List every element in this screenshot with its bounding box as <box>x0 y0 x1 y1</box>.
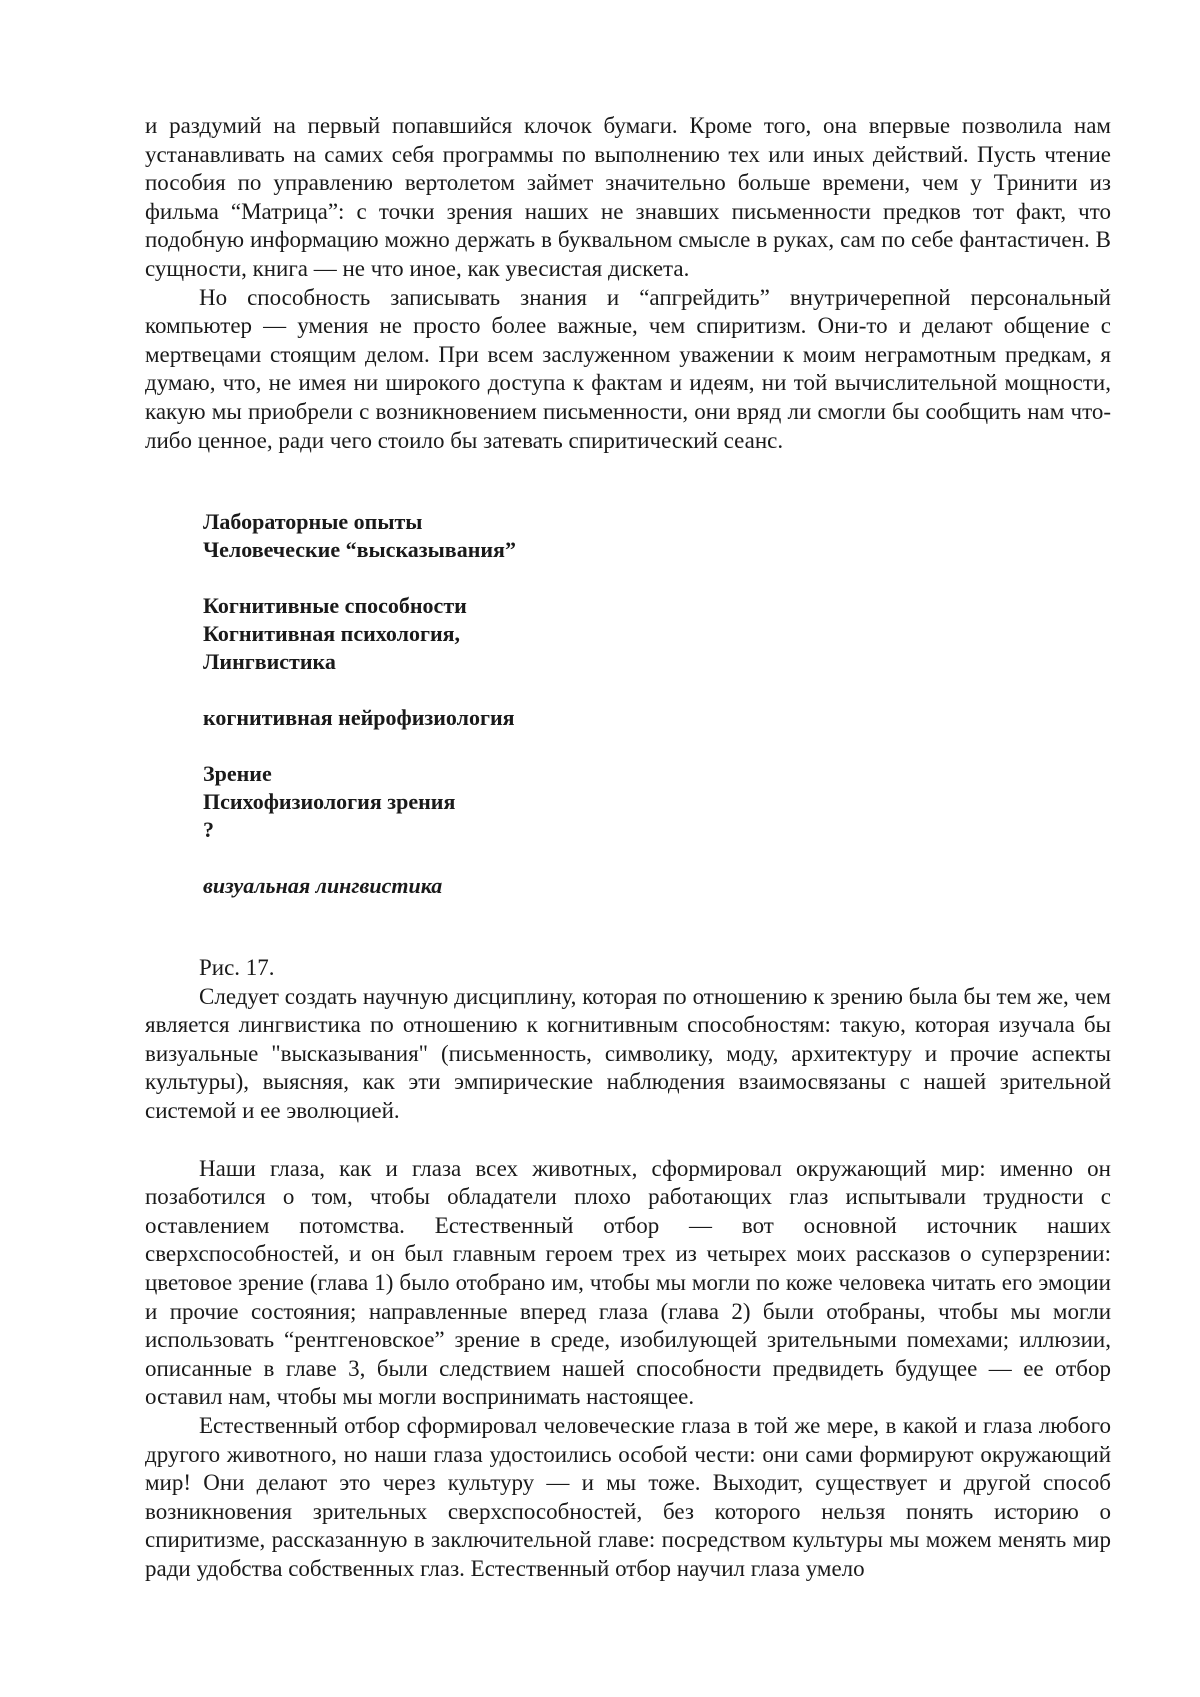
paragraph-visual-linguistics: Следует создать научную дисциплину, которая по отношению к зрению была бы тем же, чем является лингвистика по отношению к когнитивным способностям: такую, которая изучала бы визуальные "высказывания" (письменность, символику, моду, архитектуру и прочие аспекты культуры), выясняя, как эти эмпирические наблюдения взаимосвязаны с нашей зрительной системой и ее эволюцией. <box>145 983 1111 1123</box>
paragraph-culture: Естественный отбор сформировал человеческие глаза в той же мере, в какой и глаза любого другого животного, но наши глаза удостоились особой чести: они сами формируют окружающий мир! Они делают это через культуру — и мы тоже. Выходит, существует и другой способ возникновения зрительных сверхспособностей, без которого нельзя понять историю о спиритизме, рассказанную в заключительной главе: посредством культуры мы можем менять мир ради удобства собственных глаз. Естественный отбор научил глаза умело <box>145 1412 1111 1581</box>
figure-label-vision-psychophysiology: Психофизиология зрения <box>203 789 456 814</box>
figure-label-cognitive-neurophysiology: когнитивная нейрофизиология <box>203 705 515 730</box>
figure-label-cognitive-psychology: Когнитивная психология, <box>203 621 461 646</box>
figure-label-linguistics: Лингвистика <box>203 649 336 674</box>
top-text-block <box>145 112 1111 455</box>
figure-label-visual-linguistics: визуальная лингвистика <box>203 873 443 898</box>
figure-caption: Рис. 17. <box>199 955 275 980</box>
figure-label-question: ? <box>203 817 214 842</box>
figure-17-diagram <box>203 508 903 900</box>
figure-label-vision: Зрение <box>203 761 272 786</box>
bottom-text-block <box>145 954 1111 1583</box>
paragraph-spiritism: Но способность записывать знания и “апгрейдить” внутричерепной персональный компьютер — умения не просто более важные, чем спиритизм. Они-то и делают общение с мертвецами стоящим делом. При всем заслуженном уважении к моим неграмотным предкам, я думаю, что, не имея ни широкого доступа к фактам и идеям, ни той вычислительной мощности, какую мы приобрели с возникновением письменности, они вряд ли смогли бы сообщить нам что-либо ценное, ради чего стоило бы затевать спиритический сеанс. <box>145 284 1111 453</box>
paragraph-continuation: и раздумий на первый попавшийся клочок бумаги. Кроме того, она впервые позволила нам устанавливать на самих себя программы по выполнению тех или иных действий. Пусть чтение пособия по управлению вертолетом займет значительно больше времени, чем у Тринити из фильма “Матрица”: с точки зрения наших не знавших письменности предков тот факт, что подобную информацию можно держать в буквальном смысле в руках, сам по себе фантастичен. В сущности, книга — не что иное, как увесистая дискета. <box>145 113 1111 281</box>
figure-label-lab-experiments: Лабораторные опыты <box>203 509 423 534</box>
paragraph-natural-selection: Наши глаза, как и глаза всех животных, сформировал окружающий мир: именно он позаботился о том, чтобы обладатели плохо работающих глаз испытывали трудности с оставлением потомства. Естественный отбор — вот основной источник наших сверхспособностей, и он был главным героем трех из четырех моих рассказов о суперзрении: цветовое зрение (глава 1) было отобрано им, чтобы мы могли по коже человека читать его эмоции и прочие состояния; направленные вперед глаза (глава 2) были отобраны, чтобы мы могли использовать “рентгеновское” зрение в среде, изобилующей зрительными помехами; иллюзии, описанные в главе 3, были следствием нашей способности предвидеть будущее — ее отбор оставил нам, чтобы мы могли воспринимать настоящее. <box>145 1155 1111 1410</box>
figure-label-cognitive-abilities: Когнитивные способности <box>203 593 467 618</box>
figure-label-human-utterances: Человеческие “высказывания” <box>203 537 516 562</box>
